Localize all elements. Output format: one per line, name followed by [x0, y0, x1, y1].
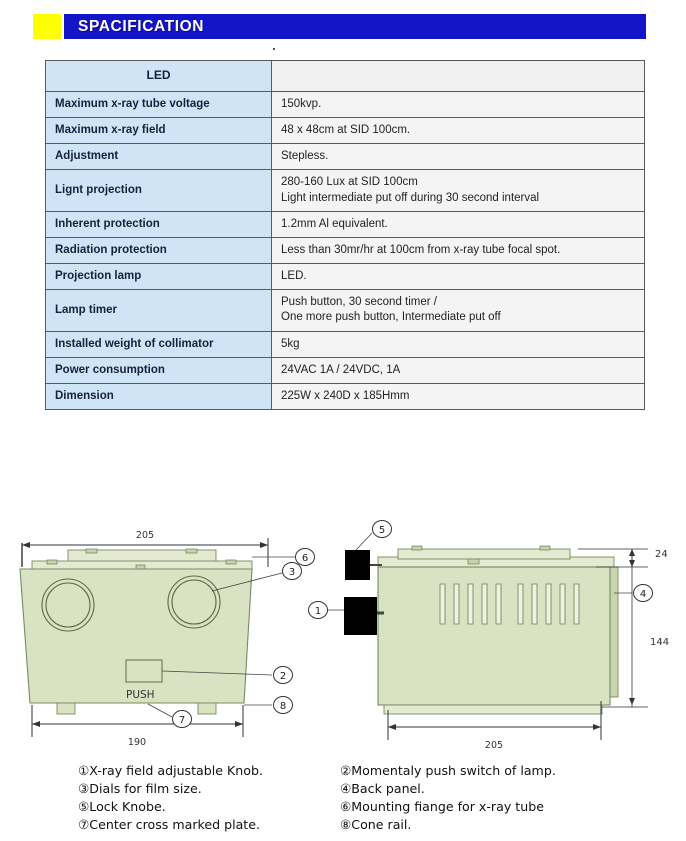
spec-label-cell: Adjustment: [46, 144, 272, 170]
spec-label-cell: Projection lamp: [46, 264, 272, 290]
side-dim-24-label: 24: [655, 549, 668, 560]
spec-value-cell: 1.2mm Al equivalent.: [272, 211, 645, 237]
svg-text:6: 6: [301, 553, 309, 564]
table-row: [46, 144, 645, 170]
spec-value-line: Light intermediate put off during 30 second interval: [281, 191, 540, 204]
svg-text:8: 8: [279, 701, 287, 712]
svg-text:5: 5: [378, 525, 386, 536]
spec-value-line: Push button, 30 second timer /: [281, 296, 437, 309]
spec-label-cell: Installed weight of collimator: [46, 331, 272, 357]
legend-column-right: [340, 762, 602, 834]
spec-value-cell: 24VAC 1A / 24VDC, 1A: [272, 357, 645, 383]
spec-label-cell: Radiation protection: [46, 237, 272, 263]
legend-item: ③Dials for film size.: [78, 780, 202, 796]
side-dim-144-label: 144: [650, 637, 670, 648]
lock-knob: [345, 550, 370, 580]
mounting-flange: [32, 549, 252, 570]
header-yellow-swatch: [33, 14, 61, 39]
spec-value-cell: Less than 30mr/hr at 100cm from x-ray tube focal spot.: [272, 237, 645, 263]
spec-label-cell: Dimension: [46, 383, 272, 409]
legend-item: ⑥Mounting fiange for x-ray tube: [340, 798, 544, 814]
foot-right: [198, 703, 216, 714]
page-header-banner: [33, 14, 646, 39]
table-row: [46, 264, 645, 290]
legend-item: ④Back panel.: [340, 780, 425, 796]
spec-value-cell: [272, 61, 645, 92]
table-row: [46, 91, 645, 117]
legend-item: ②Momentaly push switch of lamp.: [340, 763, 556, 778]
spec-value-cell: 5kg: [272, 331, 645, 357]
side-elevation-drawing: [344, 521, 669, 752]
foot-left: [57, 703, 75, 714]
spec-value-cell: 48 x 48cm at SID 100cm.: [272, 118, 645, 144]
spec-value-line: 280-160 Lux at SID 100cm: [281, 176, 418, 189]
table-row: [46, 357, 645, 383]
spec-value-cell: LED.: [272, 264, 645, 290]
spec-value-cell: 150kvp.: [272, 91, 645, 117]
front-elevation-drawing: [20, 530, 345, 748]
legend-item: ①X-ray field adjustable Knob.: [78, 763, 263, 778]
stray-dot-artifact: [273, 48, 275, 50]
legend-item: ⑤Lock Knobe.: [78, 798, 166, 814]
spec-label-cell: Lignt projection: [46, 170, 272, 211]
front-dim-190-label: 190: [127, 737, 147, 748]
spec-label-cell: Maximum x-ray field: [46, 118, 272, 144]
callout-5: [356, 521, 392, 551]
callout-4: [614, 585, 653, 602]
callout-6: [252, 549, 315, 566]
table-row: [46, 237, 645, 263]
svg-text:7: 7: [178, 715, 186, 726]
table-row: [46, 290, 645, 331]
table-row: [46, 331, 645, 357]
header-blue-bar: [64, 14, 646, 39]
callout-legend: [78, 762, 678, 834]
table-row: [46, 383, 645, 409]
side-dim-205-label: 205: [484, 740, 504, 751]
xray-field-knob: [344, 597, 377, 635]
svg-text:3: 3: [288, 567, 296, 578]
spec-value-cell: [272, 170, 645, 211]
spec-label-cell: LED: [46, 61, 272, 92]
spec-label-cell: Maximum x-ray tube voltage: [46, 91, 272, 117]
spec-value-cell: 225W x 240D x 185Hmm: [272, 383, 645, 409]
side-upper-plate: [398, 549, 570, 559]
technical-drawings: [0, 505, 686, 765]
front-dim-205-label: 205: [135, 530, 155, 541]
svg-text:2: 2: [279, 671, 287, 682]
spec-value-cell: [272, 290, 645, 331]
callout-1: [309, 602, 346, 619]
spec-value-line: One more push button, Intermediate put off: [281, 311, 501, 324]
spec-label-cell: Lamp timer: [46, 290, 272, 331]
specification-table-body: [46, 61, 645, 410]
push-label: PUSH: [126, 689, 155, 701]
legend-item: ⑦Center cross marked plate.: [78, 816, 260, 832]
specification-table: [45, 60, 645, 410]
table-row: [46, 211, 645, 237]
legend-column-left: [78, 762, 340, 834]
cone-rail: [384, 705, 602, 714]
svg-text:4: 4: [639, 589, 647, 600]
callout-8: [244, 697, 293, 714]
page-title: SPACIFICATION: [78, 17, 205, 35]
spec-label-cell: Inherent protection: [46, 211, 272, 237]
legend-item: ⑧Cone rail.: [340, 816, 412, 832]
table-row: [46, 61, 645, 92]
spec-label-cell: Power consumption: [46, 357, 272, 383]
spec-value-cell: Stepless.: [272, 144, 645, 170]
table-row: [46, 118, 645, 144]
svg-text:1: 1: [314, 606, 322, 617]
table-row: [46, 170, 645, 211]
